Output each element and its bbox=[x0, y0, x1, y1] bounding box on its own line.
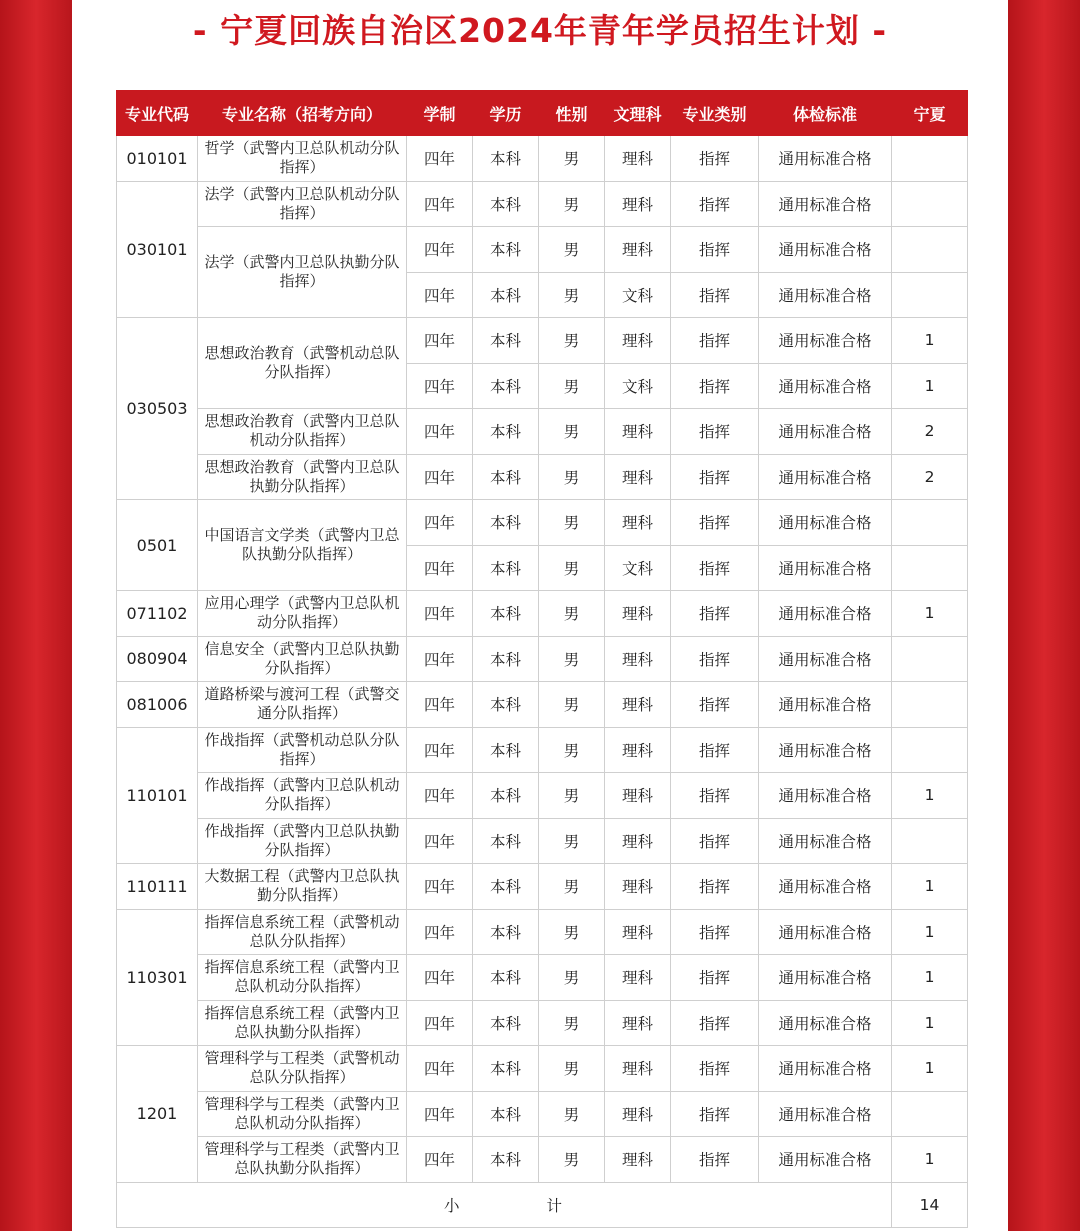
gender-cell: 男 bbox=[539, 318, 605, 364]
physical-standard-cell: 通用标准合格 bbox=[759, 545, 892, 591]
degree-cell: 本科 bbox=[473, 545, 539, 591]
ningxia-quota-cell: 1 bbox=[892, 318, 968, 364]
table-body bbox=[117, 136, 968, 1183]
track-cell: 理科 bbox=[605, 409, 671, 455]
gender-cell: 男 bbox=[539, 1091, 605, 1137]
duration-cell: 四年 bbox=[407, 1091, 473, 1137]
degree-cell: 本科 bbox=[473, 955, 539, 1001]
major-name-cell: 道路桥梁与渡河工程（武警交通分队指挥） bbox=[198, 682, 407, 728]
duration-cell: 四年 bbox=[407, 181, 473, 227]
major-code-cell: 030503 bbox=[117, 318, 198, 500]
duration-cell: 四年 bbox=[407, 363, 473, 409]
degree-cell: 本科 bbox=[473, 454, 539, 500]
track-cell: 理科 bbox=[605, 591, 671, 637]
category-cell: 指挥 bbox=[671, 1046, 759, 1092]
category-cell: 指挥 bbox=[671, 272, 759, 318]
duration-cell: 四年 bbox=[407, 1000, 473, 1046]
track-cell: 理科 bbox=[605, 1046, 671, 1092]
table-row bbox=[117, 955, 968, 1001]
physical-standard-cell: 通用标准合格 bbox=[759, 1091, 892, 1137]
ningxia-quota-cell: 2 bbox=[892, 454, 968, 500]
major-name-cell: 作战指挥（武警内卫总队执勤分队指挥） bbox=[198, 818, 407, 864]
track-cell: 理科 bbox=[605, 500, 671, 546]
ningxia-quota-cell: 1 bbox=[892, 1046, 968, 1092]
physical-standard-cell: 通用标准合格 bbox=[759, 363, 892, 409]
major-code-cell: 1201 bbox=[117, 1046, 198, 1183]
table-row bbox=[117, 318, 968, 364]
major-name-cell: 作战指挥（武警内卫总队机动分队指挥） bbox=[198, 773, 407, 819]
degree-cell: 本科 bbox=[473, 227, 539, 273]
physical-standard-cell: 通用标准合格 bbox=[759, 864, 892, 910]
physical-standard-cell: 通用标准合格 bbox=[759, 591, 892, 637]
gender-cell: 男 bbox=[539, 500, 605, 546]
header-cell: 体检标准 bbox=[759, 91, 892, 136]
ningxia-quota-cell: 2 bbox=[892, 409, 968, 455]
physical-standard-cell: 通用标准合格 bbox=[759, 181, 892, 227]
track-cell: 理科 bbox=[605, 636, 671, 682]
track-cell: 理科 bbox=[605, 864, 671, 910]
duration-cell: 四年 bbox=[407, 591, 473, 637]
duration-cell: 四年 bbox=[407, 636, 473, 682]
track-cell: 理科 bbox=[605, 909, 671, 955]
major-code-cell: 0501 bbox=[117, 500, 198, 591]
major-name-cell: 指挥信息系统工程（武警内卫总队执勤分队指挥） bbox=[198, 1000, 407, 1046]
table-row bbox=[117, 682, 968, 728]
ningxia-quota-cell: 1 bbox=[892, 363, 968, 409]
table-header-row bbox=[117, 91, 968, 136]
gender-cell: 男 bbox=[539, 409, 605, 455]
category-cell: 指挥 bbox=[671, 227, 759, 273]
track-cell: 理科 bbox=[605, 955, 671, 1001]
table-row bbox=[117, 1137, 968, 1183]
header-cell: 专业代码 bbox=[117, 91, 198, 136]
degree-cell: 本科 bbox=[473, 773, 539, 819]
physical-standard-cell: 通用标准合格 bbox=[759, 909, 892, 955]
ningxia-quota-cell: 1 bbox=[892, 909, 968, 955]
physical-standard-cell: 通用标准合格 bbox=[759, 1137, 892, 1183]
degree-cell: 本科 bbox=[473, 1000, 539, 1046]
category-cell: 指挥 bbox=[671, 1137, 759, 1183]
gender-cell: 男 bbox=[539, 545, 605, 591]
physical-standard-cell: 通用标准合格 bbox=[759, 727, 892, 773]
duration-cell: 四年 bbox=[407, 454, 473, 500]
physical-standard-cell: 通用标准合格 bbox=[759, 409, 892, 455]
table-row bbox=[117, 1091, 968, 1137]
duration-cell: 四年 bbox=[407, 318, 473, 364]
subtotal-label bbox=[117, 1182, 892, 1228]
degree-cell: 本科 bbox=[473, 864, 539, 910]
duration-cell: 四年 bbox=[407, 818, 473, 864]
ningxia-quota-cell: 1 bbox=[892, 591, 968, 637]
degree-cell: 本科 bbox=[473, 636, 539, 682]
physical-standard-cell: 通用标准合格 bbox=[759, 272, 892, 318]
ningxia-quota-cell bbox=[892, 727, 968, 773]
physical-standard-cell: 通用标准合格 bbox=[759, 818, 892, 864]
physical-standard-cell: 通用标准合格 bbox=[759, 318, 892, 364]
ningxia-quota-cell: 1 bbox=[892, 773, 968, 819]
category-cell: 指挥 bbox=[671, 500, 759, 546]
ningxia-quota-cell: 1 bbox=[892, 1137, 968, 1183]
category-cell: 指挥 bbox=[671, 818, 759, 864]
gender-cell: 男 bbox=[539, 727, 605, 773]
gender-cell: 男 bbox=[539, 272, 605, 318]
table-row bbox=[117, 136, 968, 182]
header-cell: 学历 bbox=[473, 91, 539, 136]
major-name-cell: 思想政治教育（武警内卫总队执勤分队指挥） bbox=[198, 454, 407, 500]
ningxia-quota-cell bbox=[892, 272, 968, 318]
category-cell: 指挥 bbox=[671, 363, 759, 409]
page-title: - 宁夏回族自治区2024年青年学员招生计划 - bbox=[192, 11, 888, 50]
header-cell: 宁夏 bbox=[892, 91, 968, 136]
major-code-cell: 081006 bbox=[117, 682, 198, 728]
physical-standard-cell: 通用标准合格 bbox=[759, 227, 892, 273]
table-row bbox=[117, 773, 968, 819]
category-cell: 指挥 bbox=[671, 409, 759, 455]
physical-standard-cell: 通用标准合格 bbox=[759, 454, 892, 500]
header-cell: 性别 bbox=[539, 91, 605, 136]
track-cell: 理科 bbox=[605, 1000, 671, 1046]
major-name-cell: 管理科学与工程类（武警机动总队分队指挥） bbox=[198, 1046, 407, 1092]
track-cell: 文科 bbox=[605, 545, 671, 591]
gender-cell: 男 bbox=[539, 591, 605, 637]
gender-cell: 男 bbox=[539, 227, 605, 273]
duration-cell: 四年 bbox=[407, 545, 473, 591]
degree-cell: 本科 bbox=[473, 500, 539, 546]
degree-cell: 本科 bbox=[473, 318, 539, 364]
major-code-cell: 010101 bbox=[117, 136, 198, 182]
ningxia-quota-cell bbox=[892, 1091, 968, 1137]
track-cell: 理科 bbox=[605, 136, 671, 182]
major-code-cell: 110301 bbox=[117, 909, 198, 1046]
duration-cell: 四年 bbox=[407, 272, 473, 318]
gender-cell: 男 bbox=[539, 773, 605, 819]
duration-cell: 四年 bbox=[407, 136, 473, 182]
ningxia-quota-cell bbox=[892, 500, 968, 546]
left-red-band bbox=[0, 0, 72, 1231]
category-cell: 指挥 bbox=[671, 955, 759, 1001]
track-cell: 文科 bbox=[605, 363, 671, 409]
major-name-cell: 大数据工程（武警内卫总队执勤分队指挥） bbox=[198, 864, 407, 910]
duration-cell: 四年 bbox=[407, 1046, 473, 1092]
category-cell: 指挥 bbox=[671, 181, 759, 227]
track-cell: 理科 bbox=[605, 318, 671, 364]
major-code-cell: 030101 bbox=[117, 181, 198, 318]
degree-cell: 本科 bbox=[473, 181, 539, 227]
category-cell: 指挥 bbox=[671, 682, 759, 728]
degree-cell: 本科 bbox=[473, 682, 539, 728]
duration-cell: 四年 bbox=[407, 682, 473, 728]
category-cell: 指挥 bbox=[671, 136, 759, 182]
gender-cell: 男 bbox=[539, 955, 605, 1001]
table-row bbox=[117, 500, 968, 546]
category-cell: 指挥 bbox=[671, 727, 759, 773]
gender-cell: 男 bbox=[539, 363, 605, 409]
physical-standard-cell: 通用标准合格 bbox=[759, 636, 892, 682]
header-cell: 学制 bbox=[407, 91, 473, 136]
header-cell: 文理科 bbox=[605, 91, 671, 136]
subtotal-row bbox=[117, 1182, 968, 1228]
duration-cell: 四年 bbox=[407, 409, 473, 455]
table-row bbox=[117, 727, 968, 773]
track-cell: 理科 bbox=[605, 773, 671, 819]
gender-cell: 男 bbox=[539, 181, 605, 227]
physical-standard-cell: 通用标准合格 bbox=[759, 1046, 892, 1092]
category-cell: 指挥 bbox=[671, 545, 759, 591]
duration-cell: 四年 bbox=[407, 773, 473, 819]
track-cell: 理科 bbox=[605, 1091, 671, 1137]
degree-cell: 本科 bbox=[473, 136, 539, 182]
physical-standard-cell: 通用标准合格 bbox=[759, 955, 892, 1001]
track-cell: 理科 bbox=[605, 227, 671, 273]
major-code-cell: 071102 bbox=[117, 591, 198, 637]
gender-cell: 男 bbox=[539, 454, 605, 500]
major-name-cell: 中国语言文学类（武警内卫总队执勤分队指挥） bbox=[198, 500, 407, 591]
ningxia-quota-cell bbox=[892, 181, 968, 227]
gender-cell: 男 bbox=[539, 864, 605, 910]
table-row bbox=[117, 181, 968, 227]
table-row bbox=[117, 1000, 968, 1046]
duration-cell: 四年 bbox=[407, 227, 473, 273]
ningxia-quota-cell bbox=[892, 227, 968, 273]
major-name-cell: 指挥信息系统工程（武警机动总队分队指挥） bbox=[198, 909, 407, 955]
gender-cell: 男 bbox=[539, 682, 605, 728]
gender-cell: 男 bbox=[539, 136, 605, 182]
gender-cell: 男 bbox=[539, 636, 605, 682]
major-name-cell: 信息安全（武警内卫总队执勤分队指挥） bbox=[198, 636, 407, 682]
ningxia-quota-cell bbox=[892, 136, 968, 182]
ningxia-quota-cell bbox=[892, 818, 968, 864]
ningxia-quota-cell bbox=[892, 682, 968, 728]
category-cell: 指挥 bbox=[671, 454, 759, 500]
physical-standard-cell: 通用标准合格 bbox=[759, 773, 892, 819]
duration-cell: 四年 bbox=[407, 727, 473, 773]
category-cell: 指挥 bbox=[671, 773, 759, 819]
degree-cell: 本科 bbox=[473, 727, 539, 773]
category-cell: 指挥 bbox=[671, 1091, 759, 1137]
enrollment-plan-table bbox=[116, 90, 968, 1228]
major-name-cell: 思想政治教育（武警机动总队分队指挥） bbox=[198, 318, 407, 409]
table-row bbox=[117, 818, 968, 864]
ningxia-quota-cell: 1 bbox=[892, 955, 968, 1001]
degree-cell: 本科 bbox=[473, 1091, 539, 1137]
duration-cell: 四年 bbox=[407, 909, 473, 955]
category-cell: 指挥 bbox=[671, 909, 759, 955]
category-cell: 指挥 bbox=[671, 1000, 759, 1046]
subtotal-value: 14 bbox=[892, 1182, 968, 1228]
physical-standard-cell: 通用标准合格 bbox=[759, 682, 892, 728]
table-row bbox=[117, 454, 968, 500]
category-cell: 指挥 bbox=[671, 636, 759, 682]
track-cell: 理科 bbox=[605, 454, 671, 500]
duration-cell: 四年 bbox=[407, 1137, 473, 1183]
track-cell: 文科 bbox=[605, 272, 671, 318]
major-name-cell: 指挥信息系统工程（武警内卫总队机动分队指挥） bbox=[198, 955, 407, 1001]
ningxia-quota-cell: 1 bbox=[892, 1000, 968, 1046]
table-row bbox=[117, 591, 968, 637]
major-name-cell: 法学（武警内卫总队机动分队指挥） bbox=[198, 181, 407, 227]
track-cell: 理科 bbox=[605, 727, 671, 773]
degree-cell: 本科 bbox=[473, 409, 539, 455]
major-code-cell: 110111 bbox=[117, 864, 198, 910]
duration-cell: 四年 bbox=[407, 500, 473, 546]
degree-cell: 本科 bbox=[473, 272, 539, 318]
gender-cell: 男 bbox=[539, 1046, 605, 1092]
gender-cell: 男 bbox=[539, 909, 605, 955]
degree-cell: 本科 bbox=[473, 591, 539, 637]
degree-cell: 本科 bbox=[473, 909, 539, 955]
physical-standard-cell: 通用标准合格 bbox=[759, 1000, 892, 1046]
major-name-cell: 作战指挥（武警机动总队分队指挥） bbox=[198, 727, 407, 773]
major-name-cell: 法学（武警内卫总队执勤分队指挥） bbox=[198, 227, 407, 318]
major-code-cell: 110101 bbox=[117, 727, 198, 864]
ningxia-quota-cell bbox=[892, 545, 968, 591]
major-code-cell: 080904 bbox=[117, 636, 198, 682]
major-name-cell: 哲学（武警内卫总队机动分队指挥） bbox=[198, 136, 407, 182]
gender-cell: 男 bbox=[539, 818, 605, 864]
degree-cell: 本科 bbox=[473, 818, 539, 864]
header-cell: 专业名称（招考方向） bbox=[198, 91, 407, 136]
category-cell: 指挥 bbox=[671, 591, 759, 637]
degree-cell: 本科 bbox=[473, 1046, 539, 1092]
track-cell: 理科 bbox=[605, 181, 671, 227]
track-cell: 理科 bbox=[605, 682, 671, 728]
header-cell: 专业类别 bbox=[671, 91, 759, 136]
track-cell: 理科 bbox=[605, 818, 671, 864]
physical-standard-cell: 通用标准合格 bbox=[759, 136, 892, 182]
category-cell: 指挥 bbox=[671, 318, 759, 364]
duration-cell: 四年 bbox=[407, 864, 473, 910]
degree-cell: 本科 bbox=[473, 363, 539, 409]
gender-cell: 男 bbox=[539, 1137, 605, 1183]
table-row bbox=[117, 864, 968, 910]
physical-standard-cell: 通用标准合格 bbox=[759, 500, 892, 546]
table-row bbox=[117, 909, 968, 955]
major-name-cell: 应用心理学（武警内卫总队机动分队指挥） bbox=[198, 591, 407, 637]
major-name-cell: 管理科学与工程类（武警内卫总队机动分队指挥） bbox=[198, 1091, 407, 1137]
ningxia-quota-cell: 1 bbox=[892, 864, 968, 910]
gender-cell: 男 bbox=[539, 1000, 605, 1046]
right-red-band bbox=[1008, 0, 1080, 1231]
major-name-cell: 管理科学与工程类（武警内卫总队执勤分队指挥） bbox=[198, 1137, 407, 1183]
category-cell: 指挥 bbox=[671, 864, 759, 910]
table-row bbox=[117, 227, 968, 273]
ningxia-quota-cell bbox=[892, 636, 968, 682]
degree-cell: 本科 bbox=[473, 1137, 539, 1183]
table-row bbox=[117, 636, 968, 682]
table-row bbox=[117, 409, 968, 455]
table-row bbox=[117, 1046, 968, 1092]
subtotal-label-text: 小计 bbox=[444, 1196, 564, 1215]
track-cell: 理科 bbox=[605, 1137, 671, 1183]
document-sheet bbox=[72, 0, 1008, 1231]
duration-cell: 四年 bbox=[407, 955, 473, 1001]
major-name-cell: 思想政治教育（武警内卫总队机动分队指挥） bbox=[198, 409, 407, 455]
